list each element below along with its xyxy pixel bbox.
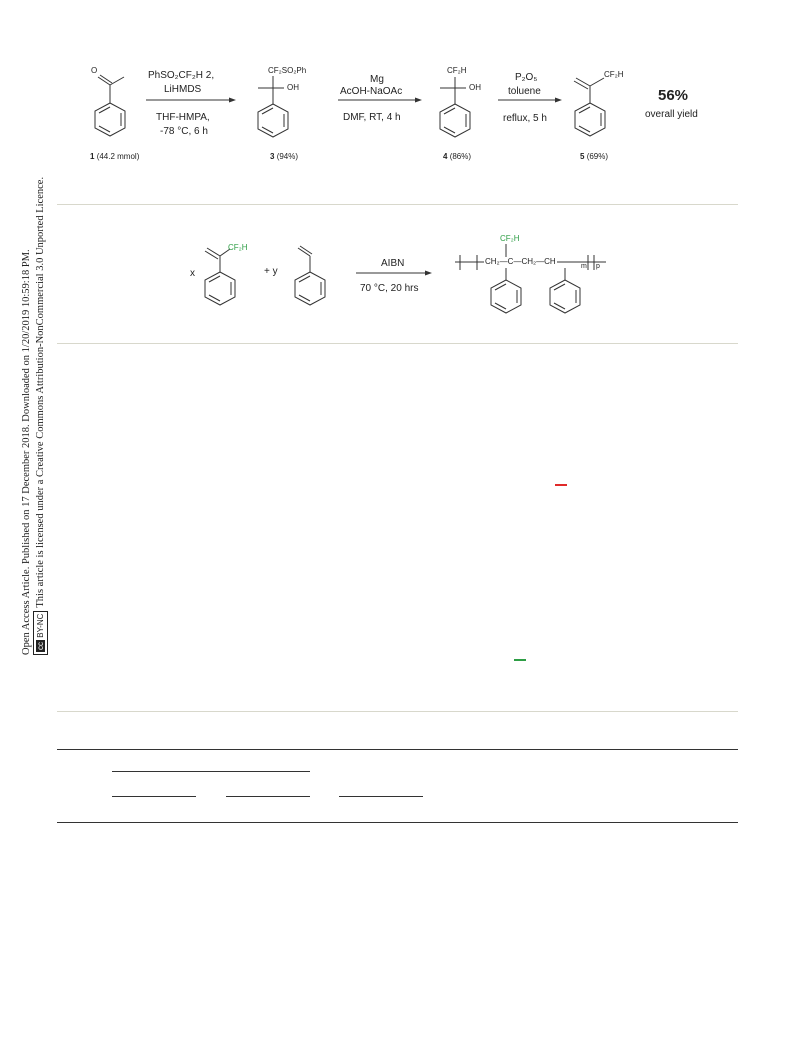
cpd1-caption: 1 (44.2 mmol): [90, 152, 140, 161]
subscript-p: p: [596, 263, 600, 270]
step1-cond-b: -78 °C, 6 h: [160, 126, 208, 137]
red-marker: [555, 484, 567, 486]
polymerization-condition: 70 °C, 20 hrs: [360, 283, 419, 294]
step1-cond-a: THF-HMPA,: [156, 112, 210, 123]
polymer-chain: CH₂—C—CH₂—CH: [485, 257, 556, 266]
polymer-cf2h: CF₂H: [500, 234, 520, 243]
overall-yield-label: overall yield: [645, 109, 698, 120]
cpd4-caption: 4 (86%): [443, 152, 472, 161]
table-top-rule: [57, 749, 738, 750]
polymerization-reagent: AIBN: [381, 258, 405, 269]
cpd3-oh: OH: [287, 83, 299, 92]
cc-badge[interactable]: cc BY-NC: [33, 611, 48, 655]
step1-reagent-b: LiHMDS: [164, 84, 202, 95]
step2-reagent-a-text: Mg: [370, 74, 384, 85]
cpd5-caption: 5 (69%): [580, 152, 609, 161]
license-line-1: Open Access Article. Published on 17 December 2018. Downloaded on 1/20/2019 10:59:18 PM.: [21, 249, 32, 655]
divider-2: [57, 343, 738, 344]
step1-reagent-a: PhSO₂CF₂H 2,: [148, 70, 215, 81]
subscript-m: m: [581, 263, 587, 270]
cpd5-cf2h: CF₂H: [604, 70, 624, 79]
coef-x: x: [190, 268, 195, 279]
step3-reagent-b: toluene: [508, 86, 541, 97]
divider-1: [57, 204, 738, 205]
step3-reagent-a: P₂O₅: [515, 72, 538, 83]
monomer-cf2h: CF₂H: [228, 243, 248, 252]
coef-y: + y: [264, 266, 278, 277]
table-header-rule: [57, 822, 738, 823]
carbonyl-o: O: [91, 66, 98, 75]
cpd4-oh: OH: [469, 83, 481, 92]
step2-reagent-b: AcOH-NaOAc: [340, 86, 403, 97]
cpd3-caption: 3 (94%): [270, 152, 299, 161]
scheme2-structures: [0, 210, 793, 340]
step3-cond: reflux, 5 h: [503, 113, 547, 124]
overall-yield-value: 56%: [658, 87, 689, 104]
table-subrule-3: [339, 796, 423, 797]
cpd4-cf2h: CF₂H: [447, 66, 467, 75]
cpd3-group: CF₂SO₂Ph: [268, 66, 307, 75]
license-line-2: This article is licensed under a Creative Commons Attribution-NonCommercial 3.0 Unported Licence.: [34, 176, 46, 608]
step2-cond: DMF, RT, 4 h: [343, 112, 401, 123]
green-marker: [514, 659, 526, 661]
table-subrule-1: [112, 796, 196, 797]
divider-3: [57, 711, 738, 712]
table-subrule-2: [226, 796, 310, 797]
table-span-rule: [112, 771, 310, 772]
